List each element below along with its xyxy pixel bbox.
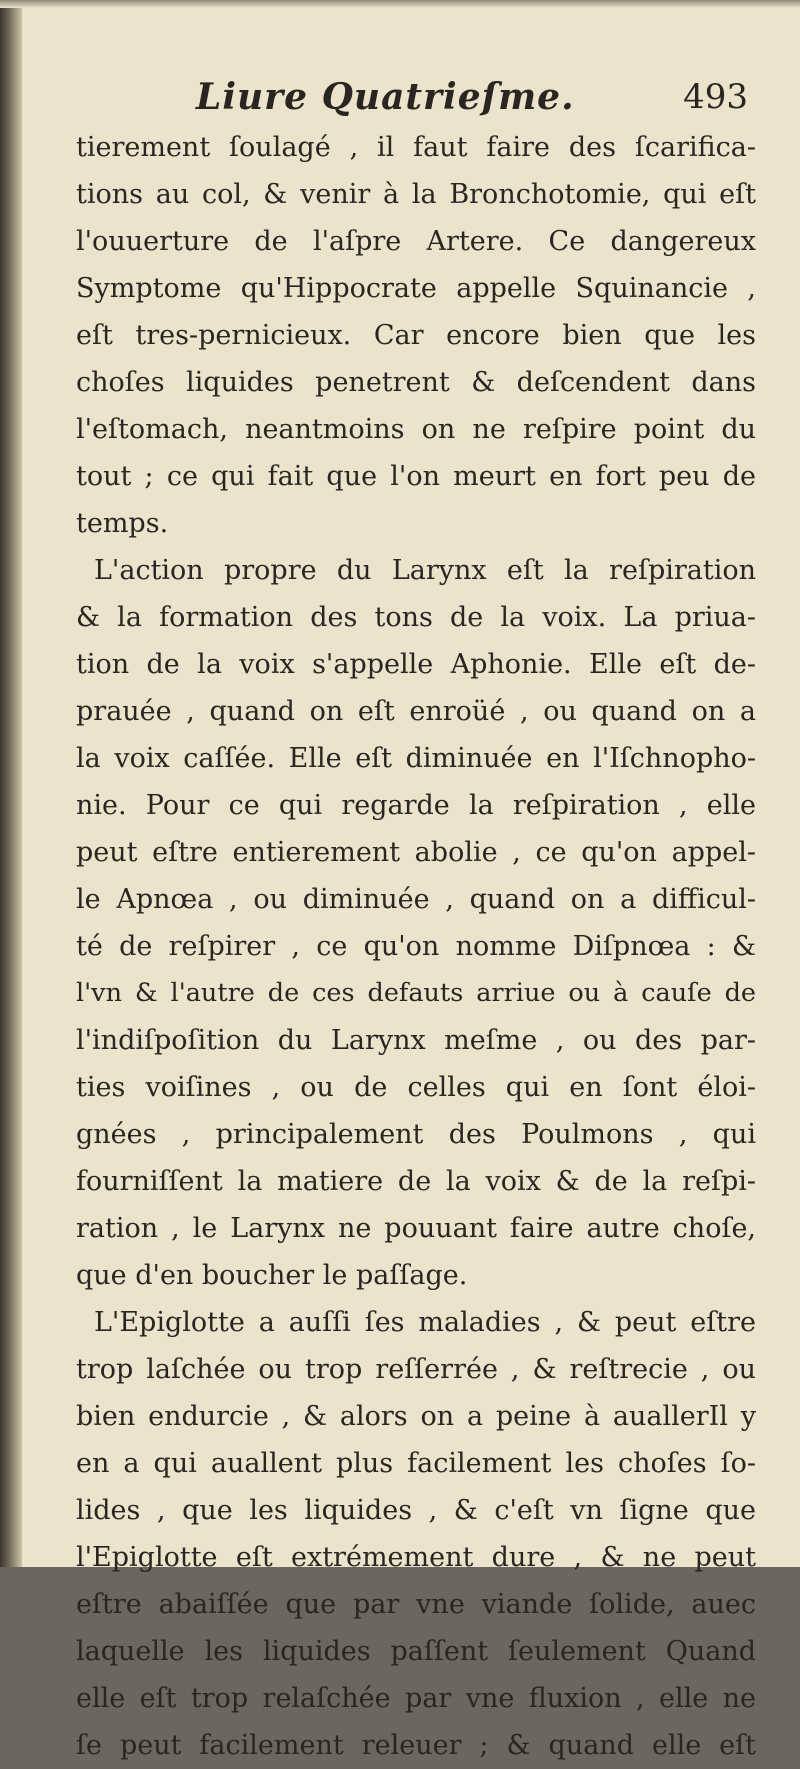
page-number: 493 [683, 77, 748, 117]
text-line: ſe peut facilement releuer ; & quand elle eſt [76, 1730, 756, 1761]
text-line: eſtre abaiſſée que par vne viande ſolide, auec [76, 1589, 756, 1620]
text-line: L'Epiglotte a auſſi ſes maladies , & peut eſtre [94, 1307, 756, 1338]
running-head [76, 70, 756, 124]
text-line: Symptome qu'Hippocrate appelle Squinancie , [76, 273, 756, 304]
text-block [76, 70, 756, 1769]
text-line: peut eſtre entierement abolie , ce qu'on appel- [76, 837, 756, 868]
text-line: ties voiſines , ou de celles qui en ſont éloi- [76, 1072, 756, 1103]
text-line: fourniſſent la matiere de la voix & de la reſpi- [76, 1166, 756, 1197]
running-head-title: Liure Quatrieſme. [196, 76, 575, 118]
text-line: L'action propre du Larynx eſt la reſpiration [94, 555, 756, 586]
text-line: eſt tres-pernicieux. Car encore bien que les [76, 320, 756, 351]
page-gutter-shadow [0, 0, 22, 1567]
text-line: choſes liquides penetrent & deſcendent dans [76, 367, 756, 398]
page-top-edge [0, 0, 800, 8]
text-line: tions au col, & venir à la Bronchotomie, qui eſt [76, 179, 756, 210]
text-line: tout ; ce qui fait que l'on meurt en fort peu de [76, 461, 756, 492]
text-line: en a qui auallent plus facilement les choſes ſo- [76, 1448, 756, 1479]
text-line: l'vn & l'autre de ces defauts arriue ou à cauſe de [76, 978, 756, 1008]
text-line: tierement ſoulagé , il faut faire des ſcarifica- [76, 132, 756, 163]
text-line: la voix caſſée. Elle eſt diminuée en l'Iſchnopho- [76, 743, 756, 774]
text-line: té de reſpirer , ce qu'on nomme Diſpnœa : & [76, 931, 756, 962]
text-line: l'ouuerture de l'aſpre Artere. Ce dangereux [76, 226, 756, 257]
text-line: laquelle les liquides paſſent ſeulement Quand [76, 1636, 756, 1667]
text-line: trop laſchée ou trop reſſerrée , & reſtrecie , ou [76, 1354, 756, 1385]
text-line: tion de la voix s'appelle Aphonie. Elle eſt de- [76, 649, 756, 680]
text-line: gnées , principalement des Poulmons , qui [76, 1119, 756, 1150]
text-line: le Apnœa , ou diminuée , quand on a difficul- [76, 884, 756, 915]
text-line: temps. [76, 508, 169, 539]
text-line: lides , que les liquides , & c'eſt vn ſigne que [76, 1495, 756, 1526]
text-line: prauée , quand on eſt enroüé , ou quand on a [76, 696, 756, 727]
text-line: bien endurcie , & alors on a peine à auallerIl y [76, 1401, 756, 1432]
text-line: ration , le Larynx ne pouuant faire autre choſe, [76, 1213, 756, 1244]
text-line: l'indiſpoſition du Larynx meſme , ou des par- [76, 1025, 756, 1056]
text-line: l'eſtomach, neantmoins on ne reſpire point du [76, 414, 756, 445]
text-line: que d'en boucher le paſſage. [76, 1260, 468, 1291]
text-line: nie. Pour ce qui regarde la reſpiration , elle [76, 790, 756, 821]
text-line: elle eſt trop relaſchée par vne fluxion , elle ne [76, 1683, 756, 1714]
text-line: & la formation des tons de la voix. La priua- [76, 602, 756, 633]
text-line: l'Epiglotte eſt extrémement dure , & ne peut [76, 1542, 756, 1573]
